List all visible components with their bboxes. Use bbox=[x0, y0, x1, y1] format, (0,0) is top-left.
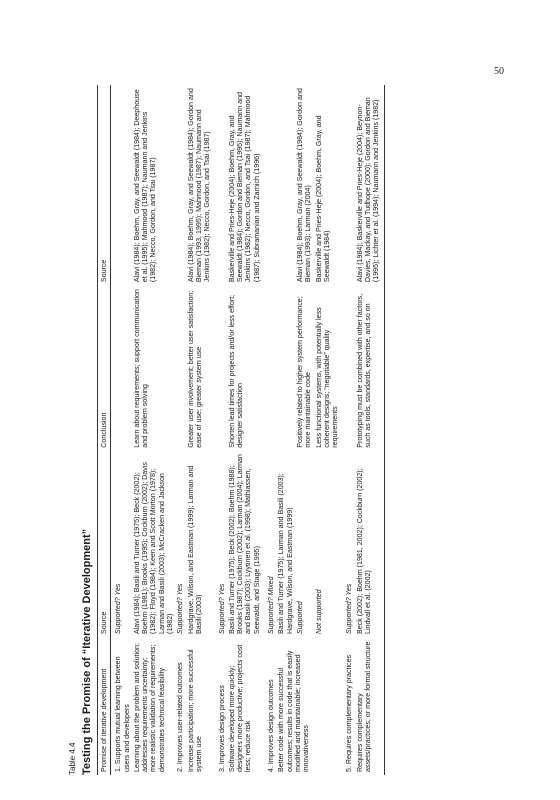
conclusion-cell: Prototyping must be combined with other factors, such as tools, standards, expertise, and so on bbox=[355, 285, 384, 451]
conclusion-cell: Shorten lead times for projects and/or less effort; designer satisfaction bbox=[227, 294, 245, 448]
verdict: Supported? Yes bbox=[345, 583, 354, 634]
sub-verdict-not-supported: Not supported bbox=[314, 589, 323, 634]
conclusion-cell: Learn about requirements; support communication and problem solving bbox=[132, 289, 150, 448]
promise-title: 5. Requires complementary practices bbox=[345, 654, 354, 772]
table-row bbox=[227, 85, 262, 775]
conclusion-cell: Less functional systems, with potentially less coherent designs; “negotiable” quality requirements bbox=[314, 307, 340, 448]
source-cell-2: Alavi (1984); Baskerville and Pries-Heje (2004); Beynon-Davies, Mackay, and Tudhope (2000); Gordon and Bieman (1995); Lichter et al. (1994); Naumann and Jenkins (1982) bbox=[355, 85, 384, 285]
promise-detail: Learning about the problem and solution; addresses requirements uncertainty; more realistic validation of requirements; demonstrates technical feasibility bbox=[132, 643, 166, 772]
promise-title: 2. Improves user-related outcomes bbox=[176, 662, 185, 772]
source-cell: Basili and Turner (1975); Larman and Basili (2003); Hardgrave, Wilson, and Eastman (1999) bbox=[277, 473, 294, 634]
promise-detail: Increase participation; more successful system use bbox=[186, 649, 203, 772]
verdict: Supported? Yes bbox=[114, 583, 123, 634]
table-row bbox=[175, 85, 185, 775]
verdict: Supported? Yes bbox=[176, 583, 185, 634]
source-cell-2: Baskerville and Pries-Heje (2004); Boehm, Gray, and Seewaldt (1984) bbox=[314, 115, 331, 283]
page-number: 50 bbox=[494, 66, 504, 77]
verdict: Supported? Mixed bbox=[267, 576, 276, 634]
header-conclusion: Conclusion bbox=[98, 285, 111, 451]
table-row bbox=[276, 85, 295, 775]
header-promise: Promise of iterative development bbox=[98, 637, 111, 775]
table-row bbox=[186, 85, 213, 775]
verdict: Supported? Yes bbox=[217, 583, 226, 634]
table-row bbox=[111, 85, 132, 775]
source-cell: Beck (2002); Boehm (1981, 2002); Cockburn (2002); Lindvall et al. (2002) bbox=[355, 451, 384, 637]
promise-title: 1. Supports mutual learning between users and developers bbox=[114, 656, 131, 772]
table-header-row bbox=[98, 85, 111, 775]
table-row bbox=[355, 85, 384, 775]
source-cell-2: Alavi (1984); Boehm, Gray, and Seewaldt (1984); Deephouse et al. (1995); Mahmood (1987); Naumann and Jenkins (1982); Necco, Gordon, and Tsai (1987) bbox=[132, 89, 158, 283]
source-cell: Basili and Turner (1975); Beck (2002); Boehm (1988); Brooks (1987); Cockburn (2002); Larman (2004); Larman and Basili (2003); Lyytinen et al. (1998); Mathiassen, Seewaldt, and Stage (1995) bbox=[227, 454, 261, 634]
promise-table bbox=[97, 85, 385, 775]
conclusion-cell: Positively related to higher system performance; more maintainable code bbox=[295, 296, 313, 448]
promise-detail: Better code with more successful outcomes; results in code that is easily modified and maintainable; increased innovativeness bbox=[277, 650, 311, 772]
sub-verdict-supported: Supported bbox=[295, 601, 304, 634]
promise-title: 3. Improves design process bbox=[217, 685, 226, 772]
table-row bbox=[217, 85, 227, 775]
table-row bbox=[132, 85, 175, 775]
conclusion-cell: Greater user involvement; better user satisfaction; ease of use; greater system use bbox=[186, 290, 203, 448]
promise-detail: Software developed more quickly; designers more productive; projects cost less; reduce risk bbox=[227, 644, 253, 772]
header-source: Source bbox=[98, 451, 111, 637]
table-label: Table 4.4 bbox=[68, 742, 77, 775]
table-row bbox=[266, 85, 276, 775]
table-title: Testing the Promise of “Iterative Development” bbox=[81, 528, 93, 775]
table-row bbox=[344, 85, 354, 775]
promise-title: 4. Improves design outcomes bbox=[267, 679, 276, 772]
source-cell-2: Alavi (1984); Boehm, Gray, and Seewaldt (1984); Gordon and Bieman (1993, 1995); Mahmood (1987); Naumann and Jenkins (1982); Necco, Gordon, and Tsai (1987) bbox=[186, 88, 212, 283]
header-source-2: Source bbox=[98, 85, 111, 285]
source-cell-2: Alavi (1984); Boehm, Gray, and Seewaldt (1984); Gordon and Bieman (1993); Larman (2004) bbox=[295, 88, 313, 283]
source-cell: Hardgrave, Wilson, and Eastman (1999); Larman and Basili (2003) bbox=[186, 465, 203, 634]
source-cell-2: Baskerville and Pries-Heje (2004); Boehm, Gray, and Seewaldt (1984); Gordon and Bieman (1995); Naumann and Jenkins (1982); Necco, Gordon, and Tsai (1987); Mahmood (1987); Subramanian and Zarnich (1996) bbox=[227, 92, 261, 283]
rotated-table-block bbox=[65, 85, 510, 775]
promise-detail: Requires complementary assets/practices; or more formal structure bbox=[355, 637, 384, 775]
source-cell: Alavi (1984); Basili and Turner (1975); Beck (2002); Boehm (1981); Brooks (1995); Cockburn (2002); Davis (1982); Floyd (1984); Keen and Scott Morton (1978); Larman and Basili (2003); McCracken and Jackson (1982) bbox=[132, 462, 175, 634]
